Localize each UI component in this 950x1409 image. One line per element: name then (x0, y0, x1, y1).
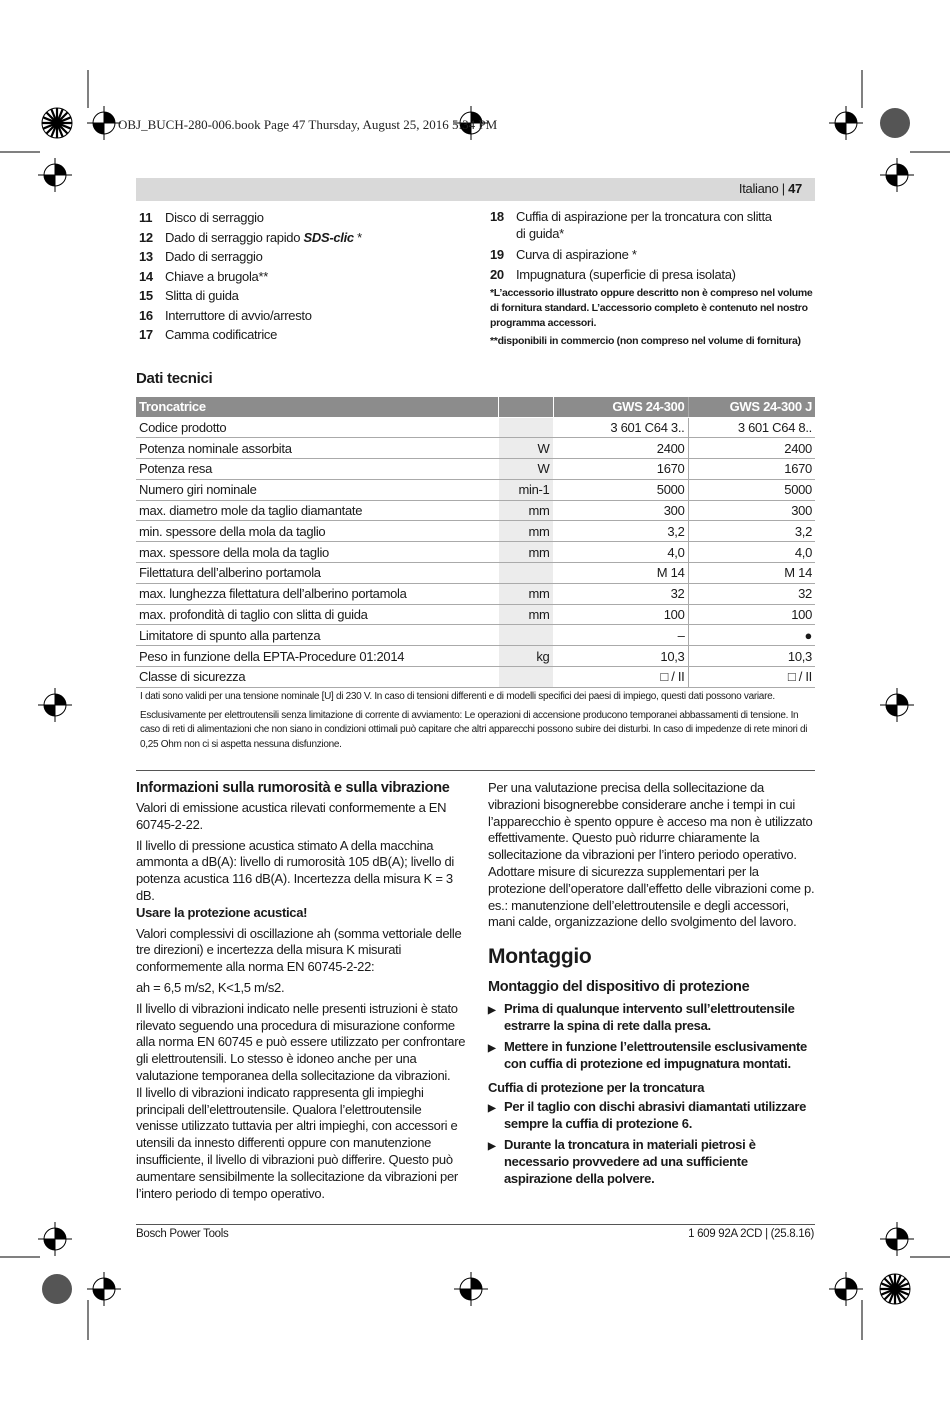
table-cell: 32 (688, 583, 815, 604)
arrow-right-icon: ▶ (488, 1042, 496, 1054)
table-cell: mm (498, 500, 553, 521)
table-cell: 1670 (553, 459, 688, 480)
footer-right: 1 609 92A 2CD | (25.8.16) (688, 1228, 814, 1240)
legend-number: 11 (139, 210, 153, 225)
footnote-starting-current: Esclusivamente per elettroutensili senza limitazione di corrente di avviamento: Le operazioni di accensione producono temporanei abbassamenti di tensione. In caso di reti di alimentazioni che non siano in condizioni ottimali può capitare che altri apparecchi possono subire dei disturbi. In caso di impedenze di rete minori di 0,25 Ohm non ci si aspetta nessuna disfunzione. (140, 709, 808, 750)
section-divider (136, 770, 815, 771)
table-header-cell: Troncatrice (136, 397, 498, 417)
table-cell: mm (498, 521, 553, 542)
reg-mark-right-bottom (880, 1222, 914, 1256)
table-row (136, 604, 815, 625)
reg-mark-right-mid (880, 688, 914, 722)
reg-mark-left-top (38, 158, 72, 192)
legend-right (490, 208, 815, 349)
reg-mark-bottom-right-wheel (880, 1274, 910, 1304)
table-cell: W (498, 459, 553, 480)
legend-item (490, 245, 815, 265)
assembly-title: Montaggio (488, 945, 592, 969)
table-cell: mm (498, 542, 553, 563)
legend-item (139, 267, 469, 287)
legend-number: 17 (139, 327, 153, 342)
noise-p3: Valori complessivi di oscillazione ah (somma vettoriale delle tre direzioni) e incertezza della misura K misurati conformemente alla norma EN 60745-2-22: (136, 925, 462, 975)
page-number: 47 (788, 181, 802, 196)
legend-text: Impugnatura (superficie di presa isolata) (516, 266, 736, 282)
legend-text: Slitta di guida (165, 288, 239, 303)
table-cell: 300 (688, 500, 815, 521)
page-header (739, 181, 802, 196)
legend-number: 19 (490, 247, 504, 262)
legend-item (139, 325, 469, 345)
arrow-right-icon: ▶ (488, 1103, 496, 1115)
bullet-text: Mettere in funzione l’elettroutensile esclusivamente con cuffia di protezione ed impugnatura montati. (504, 1038, 807, 1071)
tech-data-title: Dati tecnici (136, 370, 213, 387)
table-cell: 10,3 (553, 646, 688, 667)
header-separator: | (778, 181, 789, 196)
assembly-subtitle: Montaggio del dispositivo di protezione (488, 979, 750, 996)
cutting-guard-subtitle: Cuffia di protezione per la troncatura (488, 1080, 705, 1096)
table-row (136, 500, 815, 521)
reg-mark-top-right (829, 106, 863, 140)
legend-item (139, 228, 469, 248)
reg-mark-bottom-center (454, 1272, 488, 1306)
table-header-cell (498, 397, 553, 417)
table-cell (498, 667, 553, 688)
table-cell: W (498, 438, 553, 459)
table-cell: □ / II (553, 667, 688, 688)
table-cell: kg (498, 646, 553, 667)
legend-left (139, 208, 469, 345)
legend-text-sds (165, 228, 469, 248)
table-cell: 2400 (553, 438, 688, 459)
table-cell: M 14 (553, 563, 688, 584)
legend-item (139, 208, 469, 228)
table-cell: max. spessore della mola da taglio (136, 542, 498, 563)
table-row (136, 459, 815, 480)
table-cell (498, 563, 553, 584)
table-cell: – (553, 625, 688, 646)
accessory-note: *L’accessorio illustrato oppure descritto non è compreso nel volume di fornitura standard. L’accessorio completo è contenuto nel nostro programma accessori. (490, 287, 813, 329)
table-header-cell: GWS 24-300 (553, 397, 688, 417)
table-cell: min. spessore della mola da taglio (136, 521, 498, 542)
bullet-item (488, 1039, 815, 1073)
table-cell: Limitatore di spunto alla partenza (136, 625, 498, 646)
vibration-body (488, 780, 815, 931)
legend-number: 16 (139, 307, 153, 323)
table-cell: □ / II (688, 667, 815, 688)
table-cell: 3 601 C64 3.. (553, 417, 688, 438)
hearing-protection-warning: Usare la protezione acustica! (136, 904, 308, 920)
table-row (136, 417, 815, 438)
bullet-item (488, 1137, 815, 1187)
bullet-text: Per il taglio con dischi abrasivi diamantati utilizzare sempre la cuffia di protezione 6. (504, 1099, 807, 1132)
footer-left: Bosch Power Tools (136, 1228, 229, 1240)
legend-item (139, 286, 469, 306)
legend-text: Curva di aspirazione * (516, 247, 637, 262)
bullet-text: Durante la troncatura in materiali pietrosi è necessario provvedere ad una sufficiente aspirazione della polvere. (504, 1136, 756, 1186)
availability-note: **disponibili in commercio (non compreso nel volume di fornitura) (490, 335, 801, 347)
noise-section (136, 780, 466, 1206)
arrow-right-icon: ▶ (488, 1140, 496, 1152)
legend-text: Interruttore di avvio/arresto (165, 307, 312, 323)
reg-mark-left-mid (38, 688, 72, 722)
table-cell: 10,3 (688, 646, 815, 667)
tech-data-table (136, 397, 815, 688)
arrow-right-icon: ▶ (488, 1005, 496, 1017)
legend-text: Camma codificatrice (165, 327, 278, 342)
print-slug: OBJ_BUCH-280-006.book Page 47 Thursday, August 25, 2016 5:34 PM (118, 117, 498, 132)
reg-mark-right-top (880, 158, 914, 192)
bullet-text: Prima di qualunque intervento sull’elettroutensile estrarre la spina di rete dalla presa. (504, 1001, 795, 1033)
legend-text: Chiave a brugola** (165, 268, 269, 284)
table-cell (498, 625, 553, 646)
table-cell: 4,0 (553, 542, 688, 563)
legend-number: 18 (490, 209, 504, 224)
table-cell: 3,2 (688, 521, 815, 542)
footnote-voltage: I dati sono validi per una tensione nominale [U] di 230 V. In caso di tensioni differenti e di modelli specifici dei paesi di impiego, questi dati possono variare. (140, 691, 775, 702)
reg-mark-bottom-right (829, 1272, 863, 1306)
table-cell: M 14 (688, 563, 815, 584)
bullet-item (488, 1001, 815, 1035)
table-cell: mm (498, 604, 553, 625)
table-row (136, 667, 815, 688)
table-row (136, 521, 815, 542)
legend-text: Cuffia di aspirazione per la troncatura con slitta di guida* (516, 209, 772, 241)
header-language: Italiano (738, 181, 779, 196)
legend-suffix: * (353, 229, 362, 245)
table-cell: max. profondità di taglio con slitta di guida (136, 604, 498, 625)
table-cell: 4,0 (688, 542, 815, 563)
header-bar (136, 178, 815, 201)
noise-title: Informazioni sulla rumorosità e sulla vibrazione (136, 780, 450, 796)
reg-mark-bottom-left-2 (87, 1272, 121, 1306)
legend-number: 13 (139, 249, 153, 264)
reg-mark-top-left (42, 108, 72, 138)
legend-number: 15 (139, 288, 153, 303)
legend-text: Dado di serraggio (165, 249, 263, 264)
table-cell: Filettatura dell’alberino portamola (136, 563, 498, 584)
table-cell: 1670 (688, 459, 815, 480)
table-cell: Potenza resa (136, 459, 498, 480)
table-cell: max. diametro mole da taglio diamantate (136, 500, 498, 521)
table-cell: 3 601 C64 8.. (688, 417, 815, 438)
table-cell: min-1 (498, 479, 553, 500)
table-cell: Peso in funzione della EPTA-Procedure 01:2014 (136, 646, 498, 667)
table-row (136, 563, 815, 584)
table-cell: Numero giri nominale (136, 479, 498, 500)
table-header-row (136, 397, 815, 417)
table-cell: Classe di sicurezza (136, 667, 498, 688)
noise-p2 (136, 838, 466, 922)
table-cell: 3,2 (553, 521, 688, 542)
table-row (136, 583, 815, 604)
table-cell: 100 (553, 604, 688, 625)
bullet-item (488, 1099, 815, 1133)
reg-mark-left-bottom (38, 1222, 72, 1256)
table-row (136, 479, 815, 500)
table-cell: max. lunghezza filettatura dell’alberino portamola (136, 583, 498, 604)
noise-p4: ah = 6,5 m/s2, K<1,5 m/s2. (136, 979, 285, 995)
table-cell: 100 (688, 604, 815, 625)
noise-p6: Il livello di vibrazioni indicato rappresenta gli impieghi principali dell’elettroutensile. Qualora l’elettroutensile venisse utilizzato tuttavia per altri impieghi, con accessori e utensili da innesto differenti oppure con manutenzione insufficiente, il livello di vibrazioni può differire. Questo può aumentare sensibilmente la sollecitazione da vibrazioni per l’intero periodo di tempo operativo. (136, 1084, 458, 1201)
table-cell: 300 (553, 500, 688, 521)
table-row (136, 625, 815, 646)
legend-number: 12 (139, 229, 153, 245)
footer-divider (136, 1224, 815, 1225)
legend-text: Disco di serraggio (165, 210, 264, 225)
legend-number: 20 (490, 266, 504, 282)
table-cell: Codice prodotto (136, 417, 498, 438)
sds-clic-logo: SDS-clic (303, 229, 354, 245)
legend-number: 14 (139, 268, 153, 284)
noise-body (136, 800, 466, 1202)
table-cell: Potenza nominale assorbita (136, 438, 498, 459)
table-cell: 5000 (688, 479, 815, 500)
legend-item (139, 247, 469, 267)
table-header-cell: GWS 24-300 J (688, 397, 815, 417)
table-cell: 2400 (688, 438, 815, 459)
table-row (136, 438, 815, 459)
table-cell: 32 (553, 583, 688, 604)
noise-p1: Valori di emissione acustica rilevati conformemente a EN 60745-2-22. (136, 800, 447, 832)
table-cell: ● (688, 625, 815, 646)
table-row (136, 542, 815, 563)
table-cell: mm (498, 583, 553, 604)
noise-p8: Adottare misure di sicurezza supplementari per la protezione dell’operatore dall’effetto delle vibrazioni come p. es.: manutenzione dell’elettroutensile e degli accessori, mani calde, organizzazione dello svolgimento del lavoro. (488, 863, 815, 930)
right-column (488, 780, 815, 1191)
table-cell (498, 417, 553, 438)
legend-item (139, 306, 469, 326)
legend-text: Dado di serraggio rapido (165, 229, 304, 245)
noise-p7: Per una valutazione precisa della sollecitazione da vibrazioni bisognerebbe considerare anche i tempi in cui l’apparecchio è spento oppure è acceso ma non è utilizzato effettivamente. Questo può ridurre chiaramente la sollecitazione da vibrazioni per l’intero periodo operativo. (488, 780, 813, 863)
legend-item (490, 208, 815, 242)
table-cell: 5000 (553, 479, 688, 500)
noise-p5: Il livello di vibrazioni indicato nelle presenti istruzioni è stato rilevato seguendo una procedura di misurazione conforme alla norma EN 60745 e può essere utilizzato per confrontare gli elettroutensili. Lo stesso è idoneo anche per una valutazione temporanea della sollecitazione da vibrazioni. (136, 1000, 466, 1083)
reg-mark-top-left-2 (87, 106, 121, 140)
legend-item (490, 265, 815, 285)
tech-footnotes (140, 690, 812, 752)
table-row (136, 646, 815, 667)
noise-p2-text: Il livello di pressione acustica stimato A della macchina ammonta a dB(A): livello di rumorosità 105 dB(A); livello di potenza acustica 116 dB(A). Incertezza della misura K = 3 dB. (136, 837, 454, 903)
